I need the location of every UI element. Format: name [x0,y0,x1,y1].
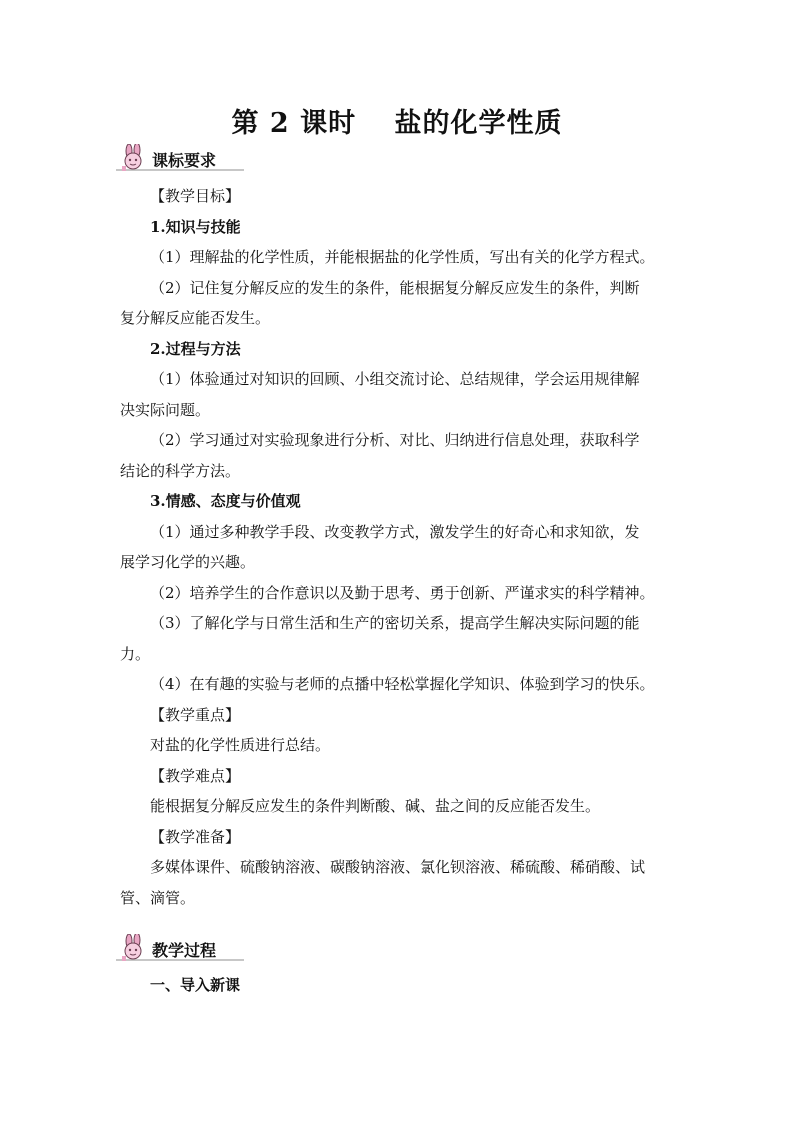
paragraph: 多媒体课件、硫酸钠溶液、碳酸钠溶液、氯化钡溶液、稀硫酸、稀硝酸、试 [150,858,646,876]
section-label: 课标要求 [152,151,217,170]
paragraph-continuation: 管、滴管。 [120,888,196,907]
paragraph: （2）培养学生的合作意识以及勤于思考、勇于创新、严谨求实的科学精神。 [150,583,655,602]
heading-difficulties: 【教学难点】 [150,766,241,785]
subheading-process: 2.过程与方法 [150,339,241,358]
teaching-process [120,970,676,1001]
heading-goals: 【教学目标】 [150,187,241,205]
paragraph: 能根据复分解反应发生的条件判断酸、碱、盐之间的反应能否发生。 [150,797,601,815]
paragraph: （1）理解盐的化学性质，并能根据盐的化学性质，写出有关的化学方程式。 [150,248,655,266]
paragraph: （2）学习通过对实验现象进行分析、对比、归纳进行信息处理，获取科学 [150,431,640,449]
subheading-values: 3.情感、态度与价值观 [150,492,301,510]
paragraph-continuation: 决实际问题。 [120,400,211,419]
paragraph: （2）记住复分解反应的发生的条件，能根据复分解反应发生的条件，判断 [150,278,640,297]
paragraph-continuation: 结论的科学方法。 [120,461,241,480]
paragraph: （3）了解化学与日常生活和生产的密切关系，提高学生解决实际问题的能 [150,614,640,632]
teaching-goals [120,181,676,913]
heading-preparation: 【教学准备】 [150,827,241,846]
paragraph-continuation: 展学习化学的兴趣。 [120,553,256,571]
paragraph: （4）在有趣的实验与老师的点播中轻松掌握化学知识、体验到学习的快乐。 [150,675,655,693]
paragraph: （1）通过多种教学手段、改变教学方式，激发学生的好奇心和求知欲，发 [150,522,640,541]
page-title: 第 2 课时 盐的化学性质 [231,108,563,139]
paragraph-continuation: 力。 [120,644,151,663]
heading-key-points: 【教学重点】 [150,705,241,724]
section-header-process [116,934,246,964]
step-heading: 一、导入新课 [150,976,241,994]
section-header-standards [116,144,246,174]
section-label: 教学过程 [152,941,217,960]
paragraph-continuation: 复分解反应能否发生。 [120,309,271,327]
paragraph: （1）体验通过对知识的回顾、小组交流讨论、总结规律，学会运用规律解 [150,370,640,388]
paragraph: 对盐的化学性质进行总结。 [150,736,331,754]
subheading-knowledge: 1.知识与技能 [150,217,241,236]
